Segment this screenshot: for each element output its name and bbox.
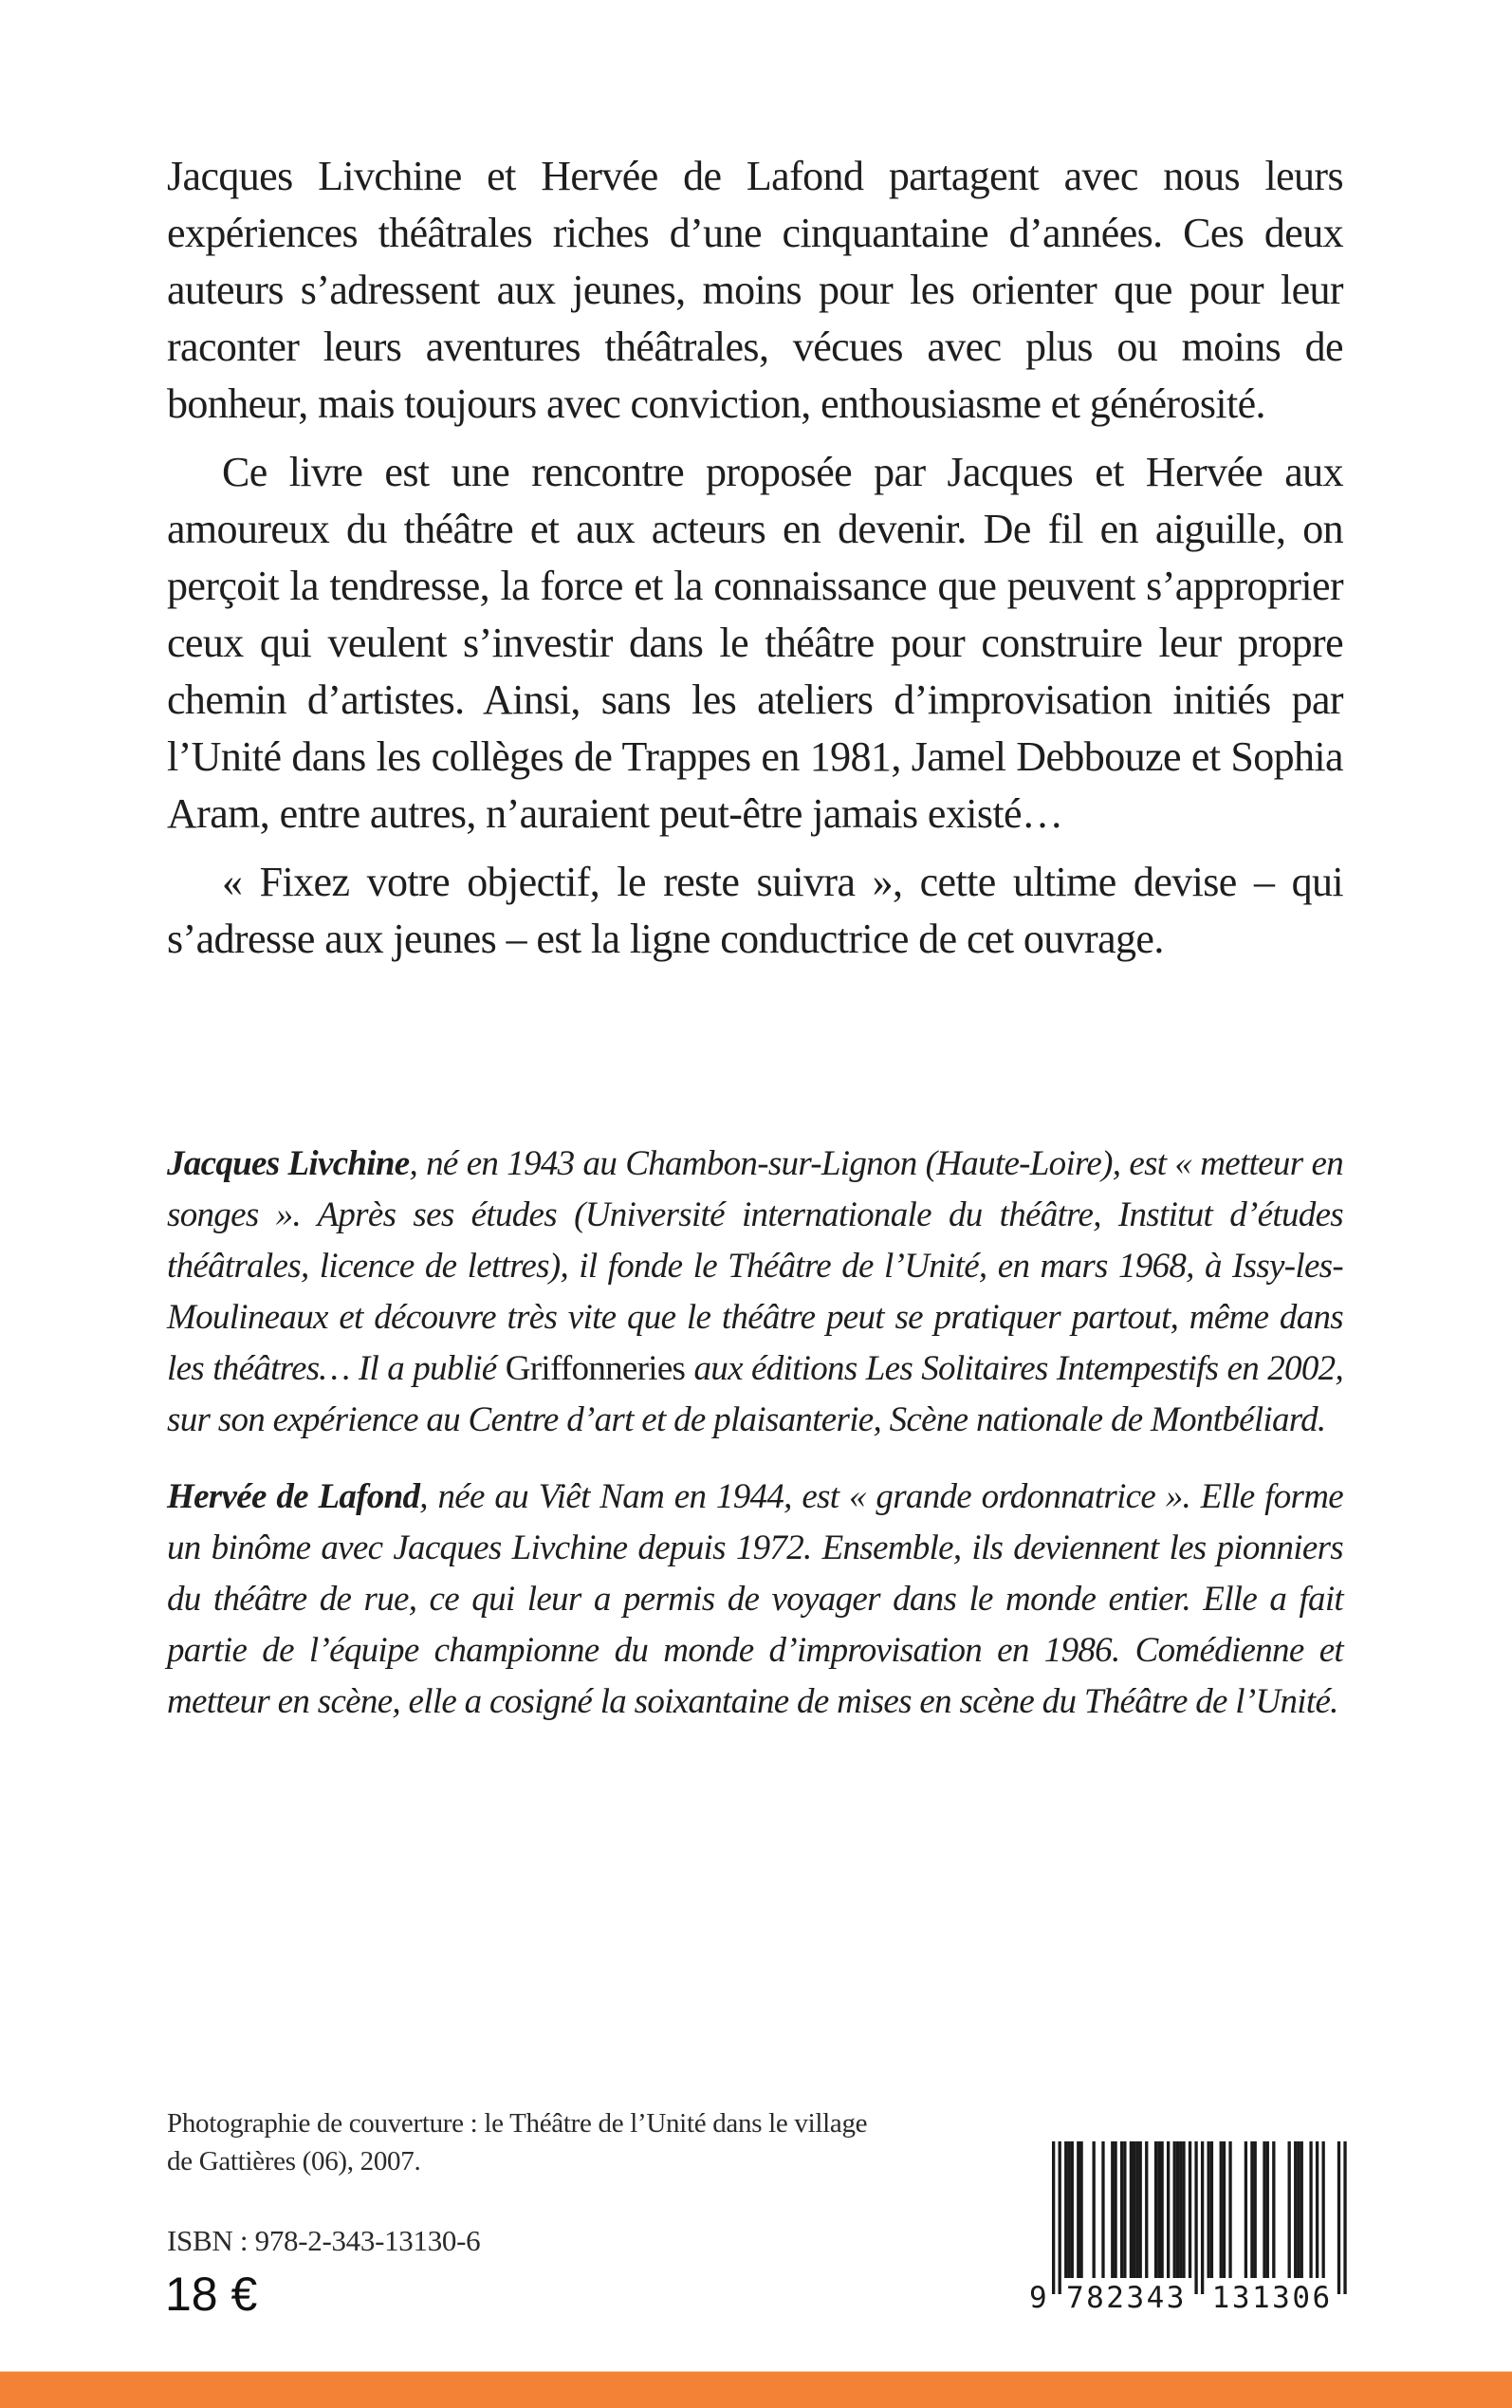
photo-credit-line-2: de Gattières (06), 2007. — [167, 2146, 421, 2176]
bio-text: , née au Viêt Nam en 1944, est « grande ordonnatrice ». Elle forme un binôme avec Jacques Livchine depuis 1972. Ensemble, ils deviennent les pionniers du théâtre de rue, ce qui leur a permis de voyager dans le monde entier. Elle a fait partie de l’équipe championne du monde d’improvisation en 1986. Comédienne et metteur en scène, elle a cosigné la soixantaine de mises en scène du Théâtre de l’Unité. — [167, 1477, 1344, 1721]
accent-band — [0, 2371, 1512, 2408]
blurb-text — [167, 148, 1343, 979]
barcode — [1024, 2135, 1352, 2315]
blurb-paragraph-2: Ce livre est une rencontre proposée par Jacques et Hervée aux amoureux du théâtre et aux acteurs en devenir. De fil en aiguille, on perçoit la tendresse, la force et la connaissance que peuvent s’approprier ceux qui veulent s’investir dans le théâtre pour construire leur propre chemin d’artistes. Ainsi, sans les ateliers d’improvisation initiés par l’Unité dans les collèges de Trappes en 1981, Jamel Debbouze et Sophia Aram, entre autres, n’auraient peut-être jamais existé… — [167, 449, 1343, 837]
price-label: 18 € — [165, 2268, 258, 2321]
book-title: Griffonneries — [505, 1349, 686, 1388]
svg-text:9: 9 — [1029, 2281, 1050, 2315]
author-name: Jacques Livchine — [167, 1144, 410, 1183]
blurb-paragraph-3: « Fixez votre objectif, le reste suivra », cette ultime devise – qui s’adresse aux jeunes – est la ligne conductrice de cet ouvrage. — [167, 859, 1343, 962]
bio-text: , né en 1943 au Chambon-sur-Lignon (Haute-Loire), est « metteur en songes ». Après ses études (Université internationale du théâtre, Institut d’études théâtrales, licence de lettres), il fonde le Théâtre de l’Unité, en mars 1968, à Issy-les-Moulineaux et découvre très vite que le théâtre peut se pratiquer partout, même dans les théâtres… Il a publié — [167, 1144, 1343, 1388]
bio-jacques-livchine — [167, 1139, 1343, 1446]
svg-text:782343: 782343 — [1065, 2281, 1187, 2315]
bio-text-continued: aux éditions Les Solitaires Intempestifs en 2002, sur son expérience au Centre d’art et de plaisanterie, Scène nationale de Montbéliard. — [167, 1349, 1343, 1439]
blurb-paragraph-1: Jacques Livchine et Hervée de Lafond partagent avec nous leurs expériences théâtrales riches d’une cinquantaine d’années. Ces deux auteurs s’adressent aux jeunes, moins pour les orienter que pour leur raconter leurs aventures théâtrales, vécues avec plus ou moins de bonheur, mais toujours avec conviction, enthousiasme et générosité. — [167, 153, 1343, 427]
barcode-icon — [1024, 2135, 1352, 2315]
isbn-text: ISBN : 978-2-343-13130-6 — [167, 2224, 481, 2257]
photo-credit-line-1: Photographie de couverture : le Théâtre de l’Unité dans le village — [167, 2108, 868, 2139]
photo-credit — [167, 2104, 945, 2180]
svg-text:131306: 131306 — [1211, 2281, 1333, 2315]
bio-hervee-de-lafond — [167, 1472, 1343, 1728]
author-name: Hervée de Lafond — [167, 1477, 420, 1516]
author-bios — [167, 1139, 1343, 1728]
